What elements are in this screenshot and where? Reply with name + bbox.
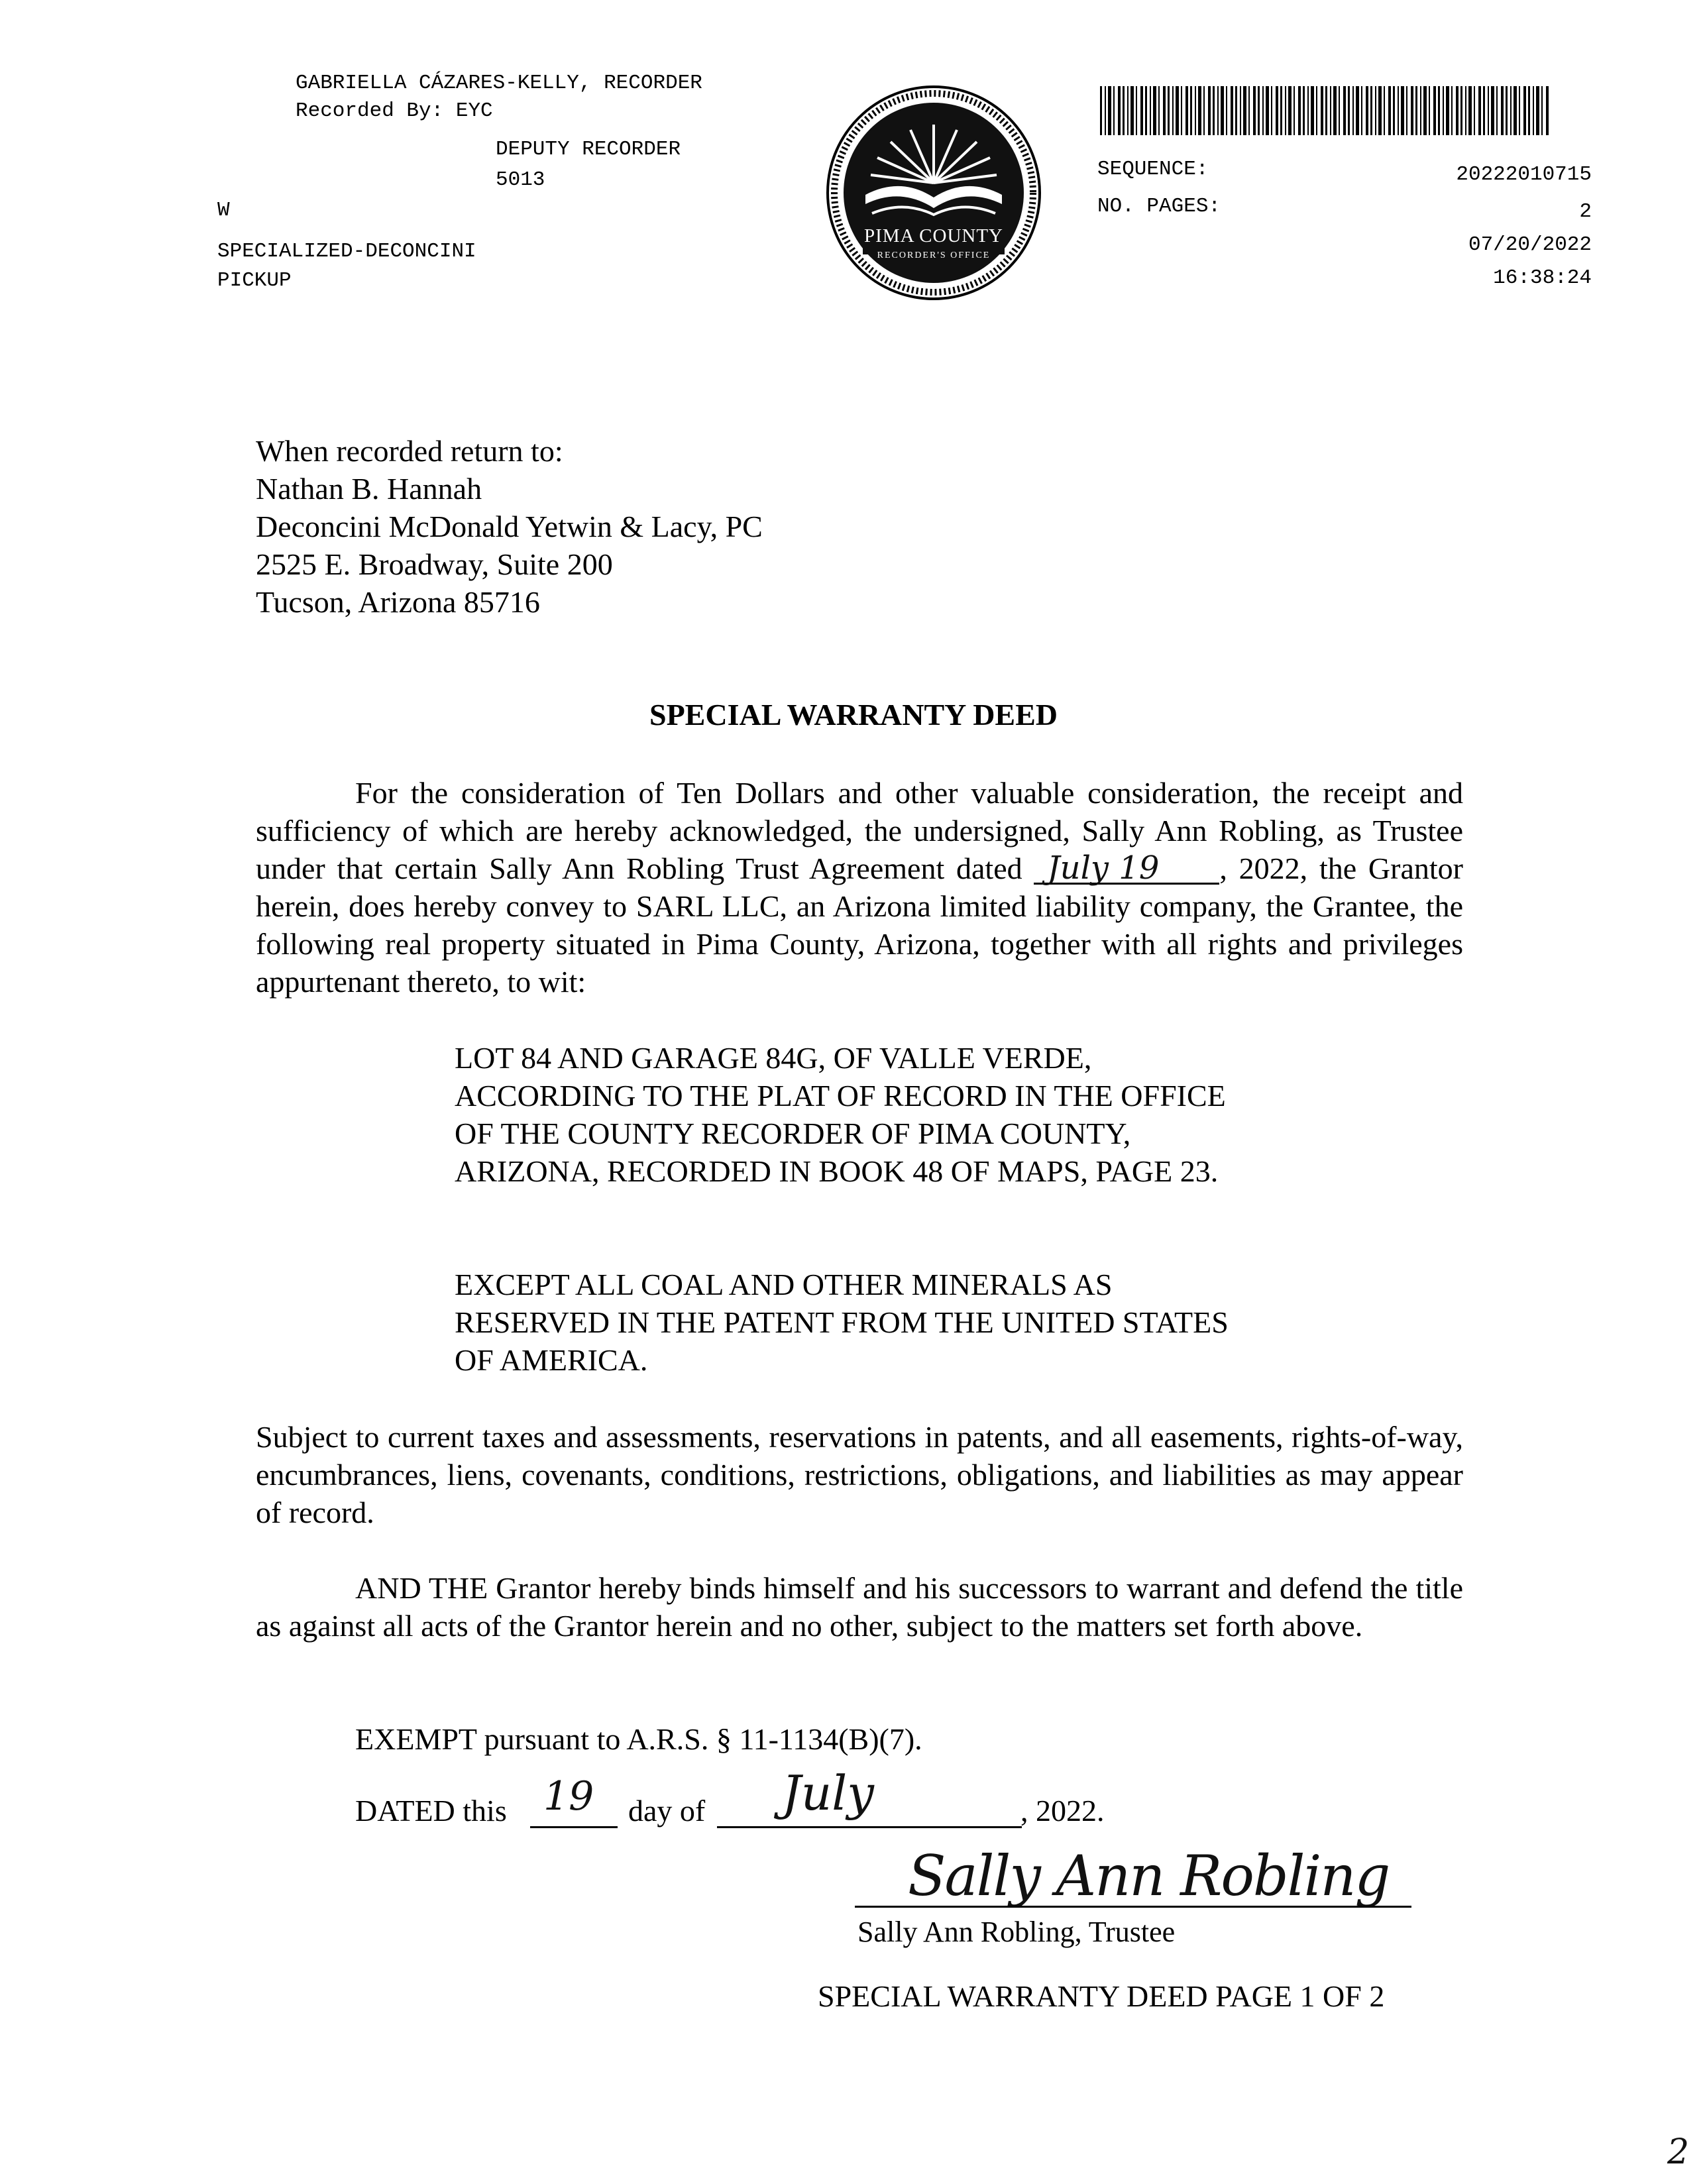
legal-description-lot: LOT 84 AND GARAGE 84G, OF VALLE VERDE, ACCORDING TO THE PLAT OF RECORD IN THE OFFICE OF THE COUNTY RECORDER OF PIMA COUNTY, ARIZONA, RECORDED IN BOOK 48 OF MAPS, PAGE 23. bbox=[455, 1041, 1226, 1188]
pages-value: 2 bbox=[1579, 200, 1592, 223]
dated-suffix: , 2022. bbox=[1020, 1794, 1105, 1828]
sequence-label: SEQUENCE: bbox=[1097, 158, 1209, 181]
record-date: 07/20/2022 bbox=[1468, 233, 1592, 256]
seal-subtitle: RECORDER'S OFFICE bbox=[877, 250, 991, 260]
handwritten-trust-date: July 19 bbox=[1034, 853, 1219, 885]
return-to-street: 2525 E. Broadway, Suite 200 bbox=[256, 547, 613, 581]
page-footer: SPECIAL WARRANTY DEED PAGE 1 OF 2 bbox=[818, 1979, 1385, 2013]
warranty-paragraph: AND THE Grantor hereby binds himself and his successors to warrant and defend the title as against all acts of the Grantor herein and no other, subject to the matters set forth above. bbox=[256, 1571, 1463, 1643]
seal-title: PIMA COUNTY bbox=[864, 225, 1003, 246]
return-to-firm: Deconcini McDonald Yetwin & Lacy, PC bbox=[256, 510, 763, 543]
handwritten-month: July bbox=[782, 1765, 874, 1821]
record-time: 16:38:24 bbox=[1493, 266, 1592, 290]
handwritten-day: 19 bbox=[543, 1773, 594, 1820]
dated-month-line bbox=[717, 1826, 1022, 1828]
exempt-statement: EXEMPT pursuant to A.R.S. § 11-1134(B)(7). bbox=[355, 1722, 922, 1756]
corner-page-mark: 2 bbox=[1667, 2132, 1690, 2172]
signer-printed-name: Sally Ann Robling, Trustee bbox=[857, 1916, 1176, 1948]
flag-letter: W bbox=[217, 199, 230, 222]
account-name: SPECIALIZED-DECONCINI bbox=[217, 240, 476, 263]
signature-line bbox=[855, 1906, 1411, 1908]
dated-day-line bbox=[530, 1826, 618, 1828]
seal-icon bbox=[824, 83, 1043, 302]
handwritten-signature: Sally Ann Robling bbox=[908, 1843, 1390, 1908]
legal-description-exception: EXCEPT ALL COAL AND OTHER MINERALS AS RESERVED IN THE PATENT FROM THE UNITED STATES OF AMERICA. bbox=[455, 1268, 1229, 1377]
dated-prefix: DATED this bbox=[355, 1794, 507, 1828]
deputy-title: DEPUTY RECORDER bbox=[496, 138, 681, 161]
subject-to-paragraph: Subject to current taxes and assessments, reservations in patents, and all easements, rights-of-way, encumbrances, liens, covenants, conditions, restrictions, obligations, and liabilities as may appear of record. bbox=[256, 1420, 1463, 1529]
document-title: SPECIAL WARRANTY DEED bbox=[649, 698, 1058, 732]
county-seal bbox=[824, 83, 1043, 302]
consideration-paragraph bbox=[256, 774, 1463, 1001]
delivery-method: PICKUP bbox=[217, 269, 292, 292]
return-to-name: Nathan B. Hannah bbox=[256, 472, 482, 506]
deputy-number: 5013 bbox=[496, 168, 545, 191]
consideration-text-part2: , 2022, the Grantor herein, does hereby convey to SARL LLC, an Arizona limited liability company, the Grantee, the following real property situated in Pima County, Arizona, together with all rights and privileges appurtenant thereto, to wit: bbox=[256, 851, 1463, 999]
barcode bbox=[1100, 86, 1551, 135]
consideration-text-part1: For the consideration of Ten Dollars and other valuable consideration, the receipt and sufficiency of which are hereby acknowledged, the undersigned, Sally Ann Robling, as Trustee under that certain Sally Ann Robling Trust Agreement dated bbox=[256, 776, 1463, 885]
return-to-city: Tucson, Arizona 85716 bbox=[256, 585, 540, 619]
recorder-name: GABRIELLA CÁZARES-KELLY, RECORDER bbox=[296, 72, 702, 95]
sequence-value: 20222010715 bbox=[1456, 163, 1592, 186]
return-to-heading: When recorded return to: bbox=[256, 434, 563, 468]
recorded-by: Recorded By: EYC bbox=[296, 99, 493, 123]
dated-middle: day of bbox=[628, 1794, 706, 1828]
pages-label: NO. PAGES: bbox=[1097, 195, 1221, 218]
